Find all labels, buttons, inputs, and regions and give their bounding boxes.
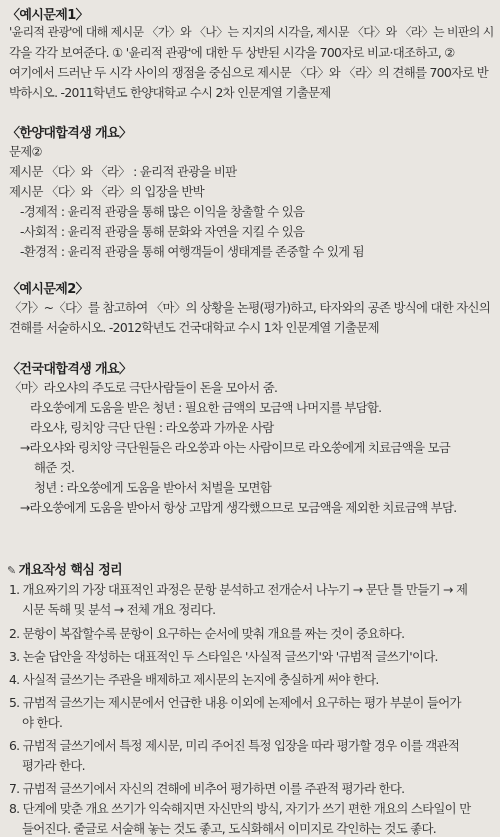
- summary-item: 평가라 한다.: [22, 758, 85, 773]
- summary-item: 들어진다. 줄글로 서술해 놓는 것도 좋고, 도식화해서 이미지로 각인하는 것도 좋다.: [22, 821, 436, 836]
- example1-line: 박하시오. -2011학년도 한양대학교 수시 2차 인문계열 기출문제: [9, 85, 331, 100]
- hanyang-line: -경제적 : 윤리적 관광을 통해 많은 이익을 창출할 수 있음: [20, 204, 305, 219]
- example2-line: 〈가〉~〈다〉를 참고하여 〈마〉의 상황을 논평(평가)하고, 타자와의 공존 방식에 대한 자신의: [9, 300, 491, 315]
- hanyang-line: 문제②: [9, 144, 42, 159]
- summary-item: 8. 단계에 맞춘 개요 쓰기가 익숙해지면 자신만의 방식, 자기가 쓰기 편한 개요의 스타일이 만: [9, 801, 471, 816]
- summary-item: 시문 독해 및 분석 → 전체 개요 정리다.: [22, 602, 216, 617]
- summary-item: 3. 논술 답안을 작성하는 대표적인 두 스타일은 '사실적 글쓰기'와 '규범적 글쓰기'이다.: [9, 649, 438, 664]
- konkuk-line: 라오쑹에게 도움을 받은 청년 : 필요한 금액의 모금액 나머지를 부담함.: [30, 400, 382, 415]
- example1-line: '윤리적 관광'에 대해 제시문 〈가〉와 〈나〉는 지지의 시각을, 제시문 〈다〉와 〈라〉는 비판의 시: [9, 25, 494, 39]
- hanyang-heading: 〈한양대합격생 개요〉: [7, 126, 132, 141]
- summary-heading: [7, 559, 122, 578]
- summary-item: 야 한다.: [22, 715, 63, 730]
- summary-item: 4. 사실적 글쓰기는 주관을 배제하고 제시문의 논지에 충실하게 써야 한다.: [9, 672, 379, 687]
- summary-item: 6. 규범적 글쓰기에서 특정 제시문, 미리 주어진 특정 입장을 따라 평가할 경우 이를 객관적: [9, 738, 460, 753]
- example2-line: 견해를 서술하시오. -2012학년도 건국대학교 수시 1차 인문계열 기출문제: [9, 320, 379, 335]
- konkuk-heading: 〈건국대합격생 개요〉: [7, 362, 132, 377]
- example1-line: 여기에서 드러난 두 시각 사이의 쟁점을 중심으로 제시문 〈다〉와 〈라〉의 견해를 700자로 반: [9, 65, 489, 80]
- konkuk-line: 청년 : 라오쑹에게 도움을 받아서 처벌을 모면함: [34, 480, 272, 495]
- summary-item: 5. 규범적 글쓰기는 제시문에서 언급한 내용 이외에 논제에서 요구하는 평가 부분이 들어가: [9, 695, 461, 710]
- summary-item: 7. 규범적 글쓰기에서 자신의 견해에 비추어 평가하면 이를 주관적 평가라 한다.: [9, 781, 405, 796]
- konkuk-line: 해준 것.: [34, 460, 75, 475]
- hanyang-line: -환경적 : 윤리적 관광을 통해 여행객들이 생태계를 존중할 수 있게 됨: [20, 244, 364, 259]
- konkuk-line: 〈마〉라오샤의 주도로 극단사람들이 돈을 모아서 줌.: [9, 380, 278, 395]
- konkuk-line: →라오쑹에게 도움을 받아서 항상 고맙게 생각했으므로 모금액을 제외한 치료금액 부담.: [20, 500, 457, 515]
- pencil-icon: ✎: [7, 564, 16, 577]
- example1-line: 각을 각각 보여준다. ① '윤리적 관광'에 대한 두 상반된 시각을 700자로 비교·대조하고, ②: [9, 45, 455, 60]
- summary-item: 2. 문항이 복잡할수록 문항이 요구하는 순서에 맞춰 개요를 짜는 것이 중요하다.: [9, 626, 405, 641]
- summary-heading-text: 개요작성 핵심 정리: [18, 563, 123, 578]
- summary-item: 1. 개요짜기의 가장 대표적인 과정은 문항 분석하고 전개순서 나누기 → 문단 틀 만들기 → 제: [9, 582, 468, 597]
- hanyang-line: 제시문 〈다〉와 〈라〉의 입장을 반박: [9, 184, 204, 199]
- konkuk-line: →라오샤와 링치앙 극단원들은 라오쑹과 아는 사람이므로 라오쑹에게 치료금액을 모금: [20, 440, 451, 455]
- konkuk-line: 라오샤, 링치앙 극단 단원 : 라오쑹과 가까운 사람: [30, 420, 274, 435]
- hanyang-line: -사회적 : 윤리적 관광을 통해 문화와 자연을 지킬 수 있음: [20, 224, 305, 239]
- example2-heading: 〈예시문제2〉: [7, 282, 89, 297]
- hanyang-line: 제시문 〈다〉와 〈라〉 : 윤리적 관광을 비판: [9, 164, 237, 179]
- example1-heading: 〈예시문제1〉: [7, 8, 89, 23]
